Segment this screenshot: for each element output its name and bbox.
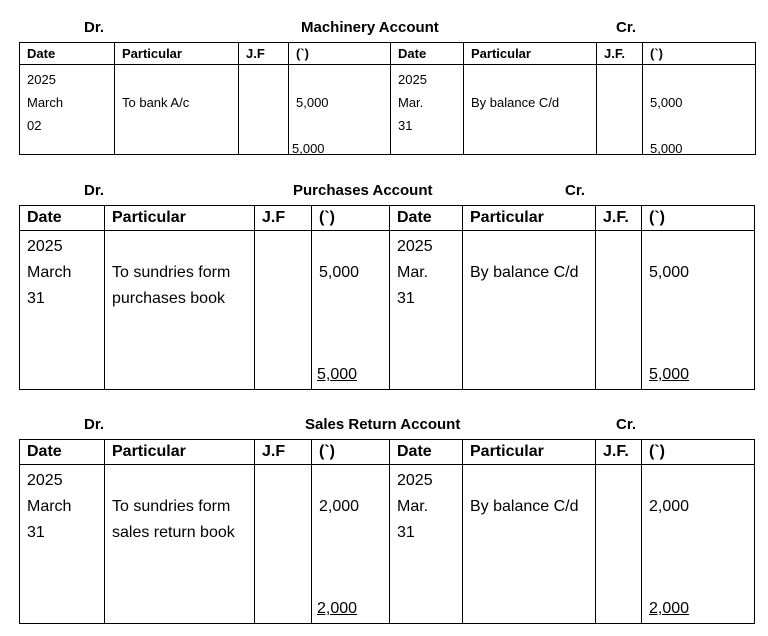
col-amount-dr: (`) [289,43,391,65]
credit-amount-cell [642,231,755,390]
col-jf-dr: J.F [255,206,312,231]
credit-amount-cell [643,65,756,155]
header-row [20,440,755,465]
col-date-dr: Date [20,206,105,231]
account-title: Sales Return Account [305,416,461,433]
credit-total: 2,000 [649,600,690,617]
credit-date: 2025 Mar. 31 [390,465,463,624]
debit-date: 2025 March 31 [20,465,105,624]
col-date-dr: Date [20,440,105,465]
purchases-ledger-table [19,205,755,390]
debit-amount-cell [312,465,390,624]
col-particular-cr: Particular [463,206,596,231]
col-amount-dr: (`) [312,206,390,231]
sales-return-ledger-table [19,439,755,624]
debit-date: 2025 March 31 [20,231,105,390]
debit-particular: To bank A/c [115,65,239,155]
col-particular-dr: Particular [105,206,255,231]
credit-date: 2025 Mar. 31 [390,231,463,390]
dr-label: Dr. [84,416,105,433]
col-date-dr: Date [20,43,115,65]
credit-particular: By balance C/d [463,231,596,390]
col-date-cr: Date [391,43,464,65]
debit-amount-cell [312,231,390,390]
account-title: Purchases Account [293,182,433,199]
col-amount-cr: (`) [643,43,756,65]
entry-row [20,465,755,624]
col-date-cr: Date [390,206,463,231]
debit-jf [255,231,312,390]
credit-amount: 5,000 [649,264,690,281]
cr-label: Cr. [565,182,586,199]
header-row [20,206,755,231]
debit-amount: 5,000 [319,264,360,281]
col-particular-dr: Particular [115,43,239,65]
credit-total: 5,000 [649,366,690,383]
entry-row [20,231,755,390]
credit-jf [596,465,642,624]
col-particular-cr: Particular [464,43,597,65]
col-jf-cr: J.F. [596,206,642,231]
credit-amount-cell [642,465,755,624]
debit-jf [239,65,289,155]
machinery-ledger-table [19,42,756,155]
dr-label: Dr. [84,19,105,36]
credit-date: 2025 Mar. 31 [391,65,464,155]
debit-amount-cell [289,65,391,155]
cr-label: Cr. [616,19,637,36]
debit-date: 2025 March 02 [20,65,115,155]
credit-amount: 2,000 [649,498,690,515]
col-amount-dr: (`) [312,440,390,465]
debit-amount: 5,000 [296,95,329,110]
credit-particular: By balance C/d [464,65,597,155]
credit-total: 5,000 [650,141,683,156]
col-jf-cr: J.F. [596,440,642,465]
debit-amount: 2,000 [319,498,360,515]
cr-label: Cr. [616,416,637,433]
debit-total: 5,000 [292,141,325,156]
col-amount-cr: (`) [642,206,755,231]
credit-particular: By balance C/d [463,465,596,624]
credit-jf [597,65,643,155]
col-date-cr: Date [390,440,463,465]
dr-label: Dr. [84,182,105,199]
account-title: Machinery Account [301,19,439,36]
debit-particular: To sundries form sales return book [105,465,255,624]
debit-total: 2,000 [317,600,358,617]
debit-total: 5,000 [317,366,358,383]
debit-particular: To sundries form purchases book [105,231,255,390]
credit-jf [596,231,642,390]
col-jf-dr: J.F [255,440,312,465]
col-amount-cr: (`) [642,440,755,465]
col-jf-cr: J.F. [597,43,643,65]
debit-jf [255,465,312,624]
col-particular-cr: Particular [463,440,596,465]
entry-row [20,65,756,155]
col-particular-dr: Particular [105,440,255,465]
header-row [20,43,756,65]
col-jf-dr: J.F [239,43,289,65]
credit-amount: 5,000 [650,95,683,110]
